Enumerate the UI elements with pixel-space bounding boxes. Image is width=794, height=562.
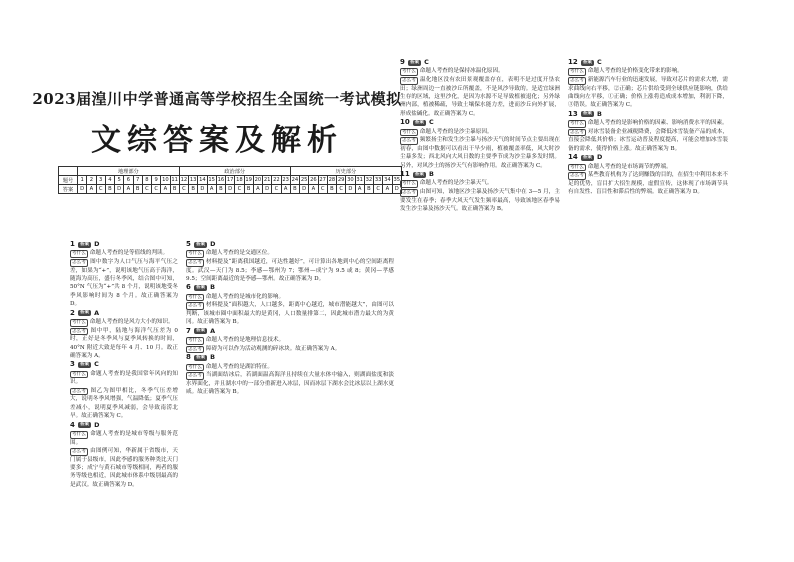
segment-text: 图中甲，陆地与海洋气压差为 0 时，正好是冬季风与夏季风转换的时间，40°N 附近大致是每年 4 月、10 月。故正确答案为 A。 [70, 327, 178, 360]
segment-text: 由图例可知，华新属于省级市，天门属于县级市，因此李感的服务种类比天门要多；成宁与黄石城市等级相同，两者的服务等级也相近，因此城市体系中级别最高的是武汉。故正确答案为 D。 [70, 448, 178, 488]
segment-tag: 考什么 [402, 181, 416, 187]
question-explanation [70, 309, 178, 361]
question-explanation [186, 353, 394, 396]
question-number: 4 [70, 420, 75, 429]
question-number: 1 [70, 240, 75, 248]
question-explanation [568, 110, 728, 153]
document-title: 文综答案及解析 [91, 123, 343, 158]
question-explanation [400, 58, 560, 118]
answer-table-answer-cell: B [216, 185, 225, 194]
question-header [400, 58, 560, 67]
explanation-segment [400, 76, 560, 118]
explanation-segment [70, 430, 178, 447]
answer-table-answer-cell: B [170, 185, 179, 194]
segment-text: 温化地区没有农田景观覆盖存在，表明不是过度开垦农田；绿洲周边一直被沙丘所覆盖，不是风沙导致的。是适宜绿洲生存的区域，这里沙化，是因为水源不足导致植被退化；另外绿洲内部，植被稀疏，导致土壤保水能力差，进而沙丘向外扩展，形成盐碱化。故正确答案为 C。 [400, 77, 560, 117]
answer-table-answer-cell: A [207, 185, 216, 194]
answer-tag: 答案 [582, 59, 592, 65]
explanation-segment [70, 318, 178, 327]
segment-tag: 怎么考 [402, 190, 416, 196]
segment-text: 命题人考查的是市场调节的弊端。 [587, 163, 672, 170]
answer-table-answer-cell: D [392, 185, 402, 194]
answer-table-answer-cell: A [253, 185, 262, 194]
question-number: 14 [568, 153, 578, 162]
segment-tag: 考什么 [402, 69, 416, 75]
explanations-column-2 [186, 240, 394, 558]
document-header [32, 88, 402, 159]
answer-table-answer-cell: B [364, 185, 373, 194]
question-explanation [70, 360, 178, 420]
question-answer: C [424, 58, 429, 66]
explanation-segment [186, 293, 394, 302]
question-explanation [400, 118, 560, 170]
answer-table-answer-cell: B [327, 185, 336, 194]
segment-tag: 怎么考 [570, 78, 584, 83]
segment-tag: 考什么 [188, 338, 202, 344]
answer-table-number-cell: 25 [300, 177, 308, 183]
answer-table-number-cell: 28 [328, 177, 336, 183]
segment-tag: 怎么考 [188, 260, 202, 265]
answer-table-answer-cell: D [115, 185, 124, 194]
question-header [70, 240, 178, 249]
segment-tag: 怎么考 [570, 173, 584, 179]
question-number: 11 [400, 170, 410, 179]
question-header [400, 118, 560, 127]
segment-tag: 考什么 [188, 251, 202, 257]
answer-table-answer-cell: D [78, 185, 87, 194]
answer-tag: 答案 [195, 241, 206, 247]
answer-table-answer-cell: C [142, 185, 151, 194]
answer-table-answer-cell: A [281, 185, 290, 194]
exam-name: 2023届湟川中学普通高等学校招生全国统一考试模拟 [32, 90, 402, 108]
question-answer: C [428, 118, 434, 127]
explanation-segment [70, 447, 178, 489]
question-answer: D [596, 153, 603, 162]
question-answer: D [94, 240, 100, 248]
answer-table-answer-cell: C [272, 185, 281, 194]
explanation-segment [70, 370, 178, 387]
segment-tag: 怎么考 [402, 138, 416, 144]
segment-tag: 考什么 [570, 164, 584, 170]
answer-table-number-cell: 19 [245, 177, 252, 183]
answer-table-answer-cell: C [152, 185, 161, 194]
question-number: 6 [186, 283, 191, 292]
question-number: 13 [568, 109, 578, 118]
question-header [186, 353, 394, 362]
question-explanation [186, 327, 394, 354]
answer-table-number-cell: 14 [199, 177, 206, 183]
segment-tag: 怎么考 [72, 328, 86, 334]
answer-table-answer-cell: A [124, 185, 133, 194]
answer-table-answer-cell: D [346, 185, 355, 194]
answer-table-number-cell: 13 [189, 177, 197, 183]
answer-table-answer-cell: A [309, 185, 318, 194]
question-answer: B [428, 170, 434, 179]
answer-table-answer-cell: D [198, 185, 207, 194]
question-header [568, 58, 728, 67]
answer-table-answer-cell: C [318, 185, 327, 194]
explanation-segment [186, 258, 394, 283]
segment-text: 命题人考查的是等值线的判读。 [89, 250, 169, 257]
question-header [186, 283, 394, 292]
answer-tag: 答案 [409, 59, 420, 65]
explanation-segment [186, 363, 394, 372]
segment-tag: 考什么 [188, 294, 202, 300]
explanations-column-1 [70, 240, 178, 558]
explanation-segment [186, 249, 394, 258]
segment-tag: 怎么考 [188, 373, 202, 379]
answer-table-answer-cell: C [235, 185, 244, 194]
segment-text: 由图可知，该地区沙尘暴及扬沙天气集中在 3—5 月，主要发生在春季；春季大风天气发生频率最高，导致该地区春季易发生沙尘暴及扬沙天气。故正确答案为 B。 [400, 189, 560, 213]
segment-tag: 考什么 [72, 432, 86, 438]
question-header [186, 240, 394, 249]
question-answer: C [94, 360, 99, 369]
explanation-segment [400, 128, 560, 137]
answer-table-number-cell: 20 [254, 177, 262, 183]
answer-tag: 答案 [195, 284, 206, 290]
answer-table-number-cell: 17 [226, 177, 234, 183]
question-answer: D [210, 240, 216, 248]
explanation-segment [568, 171, 728, 196]
answer-table-number-cell: 15 [208, 177, 215, 183]
answer-table-section-label: 政治部分 [179, 167, 290, 176]
answer-table-number-cell: 12 [180, 177, 188, 183]
question-explanation [186, 240, 394, 283]
segment-text: 图中数字为人口气压与海平气压之差，如果为“+”，说明该地气压高于海洋，随海为高压，盛行冬季风，结合图中可知，50°N 气压为“+”共 8 个月，说明该地受冬季风影响时间为 8 个月。故正确答案为 D。 [70, 259, 178, 308]
segment-tag: 怎么考 [402, 78, 416, 83]
question-number: 7 [186, 326, 191, 335]
answer-table-number-cell: 30 [347, 177, 354, 183]
explanation-segment [568, 119, 728, 128]
question-explanation [400, 170, 560, 213]
answer-table-number-cell: 29 [337, 177, 345, 183]
question-explanation [186, 283, 394, 326]
answer-tag: 答案 [79, 310, 90, 316]
answer-table-number-cell: 11 [171, 177, 178, 183]
segment-text: 某些教育机构为了达到赚钱的目的，在招生中利用本来不足的优势，盲目扩大招生规模，虚假宣传，这体现了市场调节具有自发性、盲目性和滞后性的弊端。故正确答案为 D。 [568, 172, 728, 196]
answer-table-number-cell: 32 [365, 177, 373, 183]
explanation-segment [186, 371, 394, 396]
answer-table-number-cell: 7 [133, 176, 142, 185]
answer-table-answer-cell: A [355, 185, 364, 194]
answer-table-number-cell: 21 [263, 177, 271, 183]
answer-table-number-cell: 16 [217, 177, 225, 183]
question-number: 12 [568, 58, 578, 66]
segment-text: 命题人考查的是沙尘暴原因。 [419, 128, 493, 135]
answer-table-answer-cell: D [226, 185, 235, 194]
segment-text: 命题人考查的是城市化的影响。 [205, 293, 285, 300]
answer-key-table-wrapper [58, 166, 402, 194]
segment-text: 命题人考查的是地理信息技术。 [205, 337, 285, 344]
explanation-segment [400, 67, 560, 76]
segment-text: 障碍为可以作为活动观测的碎冰块。故正确答案为 A。 [205, 345, 341, 352]
answer-table-number-cell: 33 [374, 177, 382, 183]
segment-text: 命题人考查的是风力大小的知识。 [89, 319, 174, 326]
answer-table-section-label: 地理部分 [78, 167, 180, 176]
question-answer: C [596, 58, 602, 66]
question-number: 2 [70, 308, 75, 317]
answer-table-section-row [59, 167, 402, 176]
segment-text: 命题人考查的是影响价格的因素、影响消费水平的因素。 [587, 120, 728, 127]
answer-table-number-cell: 24 [291, 177, 299, 183]
answer-table-number-cell: 8 [142, 176, 151, 185]
explanation-segment [186, 345, 394, 354]
segment-text: 命题人考查的是保持冰温化原因。 [419, 68, 504, 75]
explanations-column-3 [400, 58, 560, 558]
question-header [568, 153, 728, 162]
answer-table-answer-row [59, 185, 402, 194]
segment-text: 命题人考查的是湖泊特征。 [205, 363, 273, 370]
explanation-segment [568, 128, 728, 153]
answer-table-answer-cell: B [133, 185, 142, 194]
answer-tag: 答案 [582, 111, 592, 117]
answer-table-answer-cell: B [189, 185, 198, 194]
answer-table-number-cell: 2 [87, 176, 96, 185]
answer-table-number-row [59, 176, 402, 185]
question-number: 5 [186, 240, 191, 248]
answer-tag: 答案 [195, 354, 206, 360]
answer-table-number-cell: 10 [162, 177, 169, 183]
segment-text: 材料提及“距离我国越近，可达性越好”，可计算出各地到中心的空间距离程度。武汉—天门为 8.5；李感—鄂州为 7；鄂州—成宁为 9.5 或 8；黄冈—孝感 9.5；空间距离最近的是李感—鄂州。故正确答案为 D。 [186, 259, 394, 282]
segment-text: 频繁扬尘和发生沙尘暴与扬沙天气的时间节点主要出现在初春，由图中数据可以看出干旱少雨，植被覆盖率低，风大时沙尘暴多发；西北风向大风日数的主要季节成为沙尘暴多发时期。另外，对风沙土的扬沙天气有影响作用。故正确答案为 C。 [400, 137, 560, 169]
answer-table-section-label: 历史部分 [290, 167, 401, 176]
answer-table-answer-cell: A [87, 185, 96, 194]
answer-table-answer-cell: D [300, 185, 309, 194]
question-answer: A [210, 326, 216, 335]
answer-key-table [58, 166, 402, 194]
explanation-segment [186, 301, 394, 326]
segment-tag: 考什么 [402, 129, 416, 135]
explanation-segment [400, 179, 560, 188]
question-header [400, 170, 560, 179]
answer-table-answer-cell: A [161, 185, 170, 194]
segment-text: 命题人考查的是我国常年风向的知识。 [70, 370, 178, 386]
segment-tag: 考什么 [72, 320, 86, 326]
segment-text: 命题人考查的是价格变化带来的影响。 [587, 68, 683, 75]
segment-tag: 怎么考 [72, 388, 86, 394]
answer-table-number-cell: 23 [282, 177, 289, 183]
question-number: 8 [186, 353, 191, 362]
answer-table-number-cell: 4 [105, 176, 114, 185]
explanation-segment [70, 327, 178, 361]
explanation-segment [568, 163, 728, 172]
answer-tag: 答案 [79, 422, 90, 428]
segment-tag: 怎么考 [570, 129, 584, 135]
segment-tag: 考什么 [570, 69, 584, 75]
segment-text: 命题人考查的是沙尘暴天气。 [419, 180, 493, 187]
question-header [568, 110, 728, 119]
answer-table-answer-cell: D [263, 185, 272, 194]
answer-table-number-cell: 1 [78, 176, 87, 185]
segment-tag: 怎么考 [72, 260, 86, 265]
question-explanation [568, 58, 728, 110]
answer-table-number-cell: 31 [356, 177, 363, 183]
segment-tag: 怎么考 [188, 303, 202, 309]
segment-text: 命题人考查的是交通区位。 [205, 250, 273, 257]
answer-tag: 答案 [414, 119, 424, 125]
answer-table-answer-cell: B [244, 185, 253, 194]
question-number: 9 [400, 58, 405, 66]
answer-tag: 答案 [79, 241, 90, 247]
question-answer: B [596, 109, 602, 118]
answer-tag: 答案 [79, 361, 90, 367]
answer-table-answer-label: 答案 [59, 185, 78, 194]
question-header [70, 421, 178, 430]
segment-tag: 怎么考 [188, 346, 202, 352]
answer-table-number-cell: 22 [273, 177, 280, 183]
segment-text: 当湖面结冰后，若湖面温高海洋且持续在大量水体中输入，则湖面盐度和淡水界面化，并且湖水中的一部分重新进入冰层，因而冰层下湖水会比冰层以上湖水更咸。故正确答案为 B。 [186, 372, 394, 396]
answer-table-answer-cell: B [290, 185, 299, 194]
explanation-segment [400, 136, 560, 170]
question-answer: A [94, 308, 100, 317]
explanation-segment [70, 249, 178, 258]
explanation-segment [70, 387, 178, 421]
answer-table-number-cell: 18 [236, 177, 243, 183]
explanation-segment [568, 67, 728, 76]
answer-table-number-cell: 6 [124, 176, 133, 185]
answer-table-answer-cell: C [179, 185, 188, 194]
segment-text: 对冰雪装备企业减税降费，会降低冰雪装备产品的成本，直接会降低其价格；冰雪运动普及程度提高，可能会增加冰雪装备的需求，使得价格上涨。故正确答案为 B。 [568, 128, 728, 152]
answer-table-number-cell: 34 [384, 177, 391, 183]
question-answer: D [94, 420, 100, 429]
answer-table-number-cell: 26 [310, 177, 317, 183]
explanation-segment [400, 188, 560, 213]
answer-table-number-cell: 27 [319, 177, 326, 183]
question-explanation [70, 421, 178, 490]
explanation-segment [568, 76, 728, 110]
answer-table-answer-cell: C [374, 185, 383, 194]
answer-tag: 答案 [414, 171, 424, 177]
answer-table-corner [59, 167, 78, 176]
explanations-column-4 [568, 58, 728, 558]
question-explanation [70, 240, 178, 309]
segment-text: 图乙为图甲相比，冬季气压差增大，说明冬季风增强，气温降低；夏季气压差减小，说明夏季风减弱，会导致南涝北旱。故正确答案为 C。 [70, 387, 178, 420]
answer-table-answer-cell: C [96, 185, 105, 194]
segment-text: 新能源汽车行业的迅速发展，导致对芯片的需求大增，需求曲线向右平移，②正确；芯片供给受到全球供应链影响，供给曲线向左平移，①正确；价格上涨将造成成本增加，利润下降，③错误。故正确答案为 C。 [568, 77, 728, 109]
segment-tag: 考什么 [72, 251, 86, 257]
answer-table-number-label: 题号 [59, 176, 78, 185]
answer-tag: 答案 [195, 328, 206, 334]
segment-tag: 考什么 [188, 364, 202, 370]
segment-tag: 考什么 [72, 371, 86, 377]
explanation-segment [70, 258, 178, 309]
question-answer: B [210, 283, 215, 292]
answer-table-number-cell: 5 [115, 176, 124, 185]
answer-table-answer-cell: C [337, 185, 346, 194]
question-explanation [568, 153, 728, 196]
answer-tag: 答案 [582, 154, 592, 160]
question-header [70, 360, 178, 369]
answer-table-number-cell: 35 [393, 177, 401, 183]
explanation-segment [186, 336, 394, 345]
question-header [70, 309, 178, 318]
segment-tag: 考什么 [570, 121, 584, 127]
question-header [186, 327, 394, 336]
question-number: 10 [400, 118, 410, 127]
answer-table-answer-cell: B [105, 185, 114, 194]
answer-table-number-cell: 9 [152, 176, 161, 185]
question-answer: B [210, 353, 215, 362]
segment-text: 材料提及“面积越大，人口越多，距离中心越近，城市潜能越大”，由图可以判断，该城市圈中面积最大的是黄冈，人口数量排第二，因此城市潜力最大的为黄冈。故正确答案为 B。 [186, 302, 394, 326]
answer-table-answer-cell: A [383, 185, 392, 194]
question-number: 3 [70, 360, 75, 369]
segment-tag: 怎么考 [72, 449, 86, 455]
answer-table-number-cell: 3 [96, 176, 105, 185]
segment-text: 命题人考查的是城市等级与服务范围。 [70, 431, 178, 446]
